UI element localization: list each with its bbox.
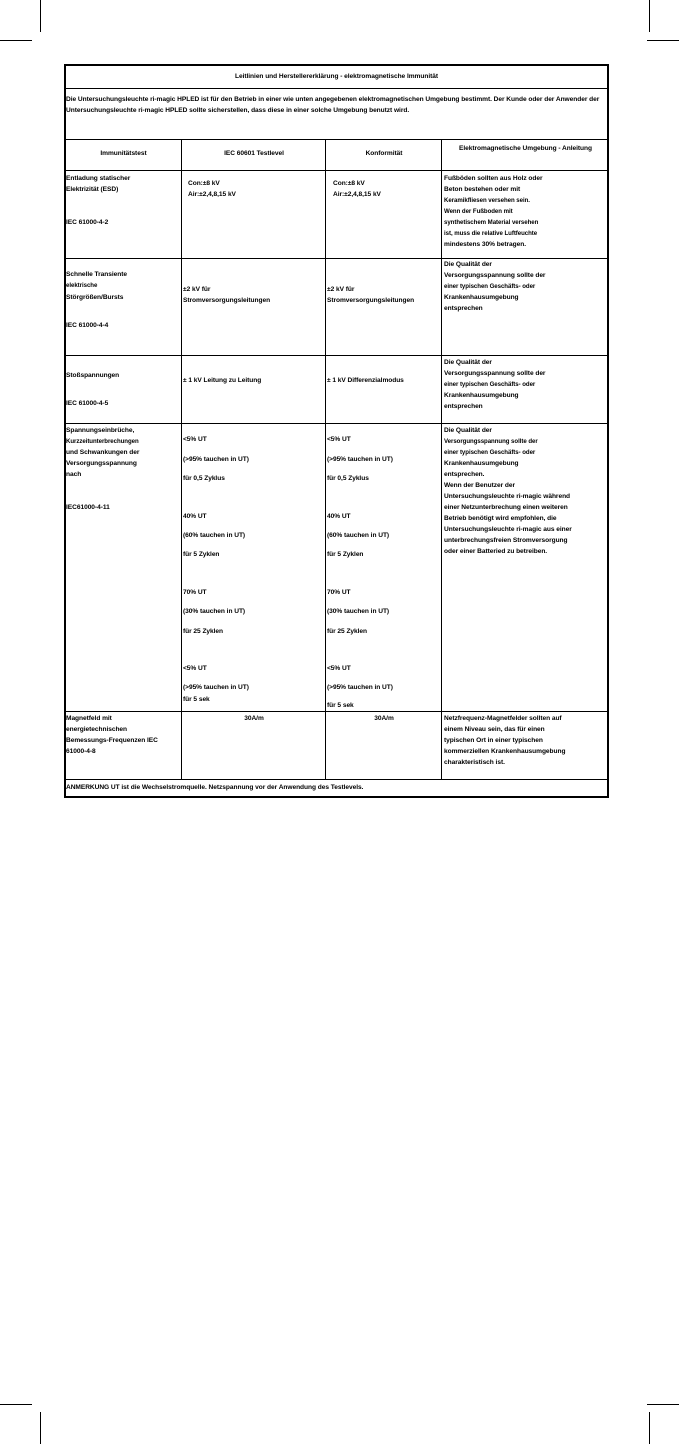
cell-text: entsprechen. bbox=[444, 471, 485, 478]
cell-text: für 0,5 Zyklus bbox=[327, 475, 369, 482]
crop-mark bbox=[40, 0, 41, 32]
cell-text: kommerziellen Krankenhausumgebung bbox=[444, 748, 566, 755]
cell-text: für 25 Zyklen bbox=[327, 628, 368, 635]
cell-text: 61000-4-8 bbox=[66, 748, 96, 755]
cell-text: ± 1 kV Differenzialmodus bbox=[327, 377, 404, 384]
table-row bbox=[66, 424, 607, 712]
cell-text: unterbrechungsfreien Stromversorgung bbox=[444, 537, 568, 544]
cell-text: <5% UT bbox=[183, 665, 207, 672]
cell-text: IEC 61000-4-2 bbox=[66, 219, 109, 226]
table-row bbox=[66, 259, 607, 356]
cell-text: Schnelle Transiente bbox=[66, 271, 127, 278]
cell-text: für 5 sek bbox=[327, 702, 354, 709]
header-environment: Elektromagnetische Umgebung - Anleitung bbox=[459, 145, 592, 152]
cell-text: (>95% tauchen in UT) bbox=[327, 456, 393, 463]
cell-text: Elektrizität (ESD) bbox=[66, 186, 119, 193]
table-note: ANMERKUNG UT ist die Wechselstromquelle. Netzspannung vor der Anwendung des Testlevels. bbox=[66, 784, 364, 791]
cell-text: Versorgungsspannung sollte der bbox=[444, 438, 538, 445]
cell-text: entsprechen bbox=[444, 403, 483, 410]
cell-text: charakteristisch ist. bbox=[444, 759, 505, 766]
cell-text: Versorgungsspannung sollte der bbox=[444, 272, 546, 279]
cell-text: 30A/m bbox=[244, 715, 264, 722]
cell-text: Bemessungs-Frequenzen IEC bbox=[66, 737, 158, 744]
crop-mark bbox=[649, 0, 650, 32]
column-divider bbox=[441, 140, 442, 780]
cell-text: für 25 Zyklen bbox=[183, 628, 224, 635]
cell-text: (60% tauchen in UT) bbox=[327, 532, 390, 539]
cell-text: einem Niveau sein, das für einen bbox=[444, 726, 545, 733]
intro-row bbox=[66, 89, 607, 140]
cell-text: (60% tauchen in UT) bbox=[183, 532, 246, 539]
table-row bbox=[66, 712, 607, 780]
cell-text: Entladung statischer bbox=[66, 175, 131, 182]
crop-mark bbox=[647, 40, 679, 41]
cell-text: und Schwankungen der bbox=[66, 449, 140, 456]
cell-text: (30% tauchen in UT) bbox=[183, 608, 246, 615]
cell-text: Stromversorgungsleitungen bbox=[183, 297, 271, 304]
cell-text: Air:±2,4,8,15 kV bbox=[333, 191, 381, 198]
cell-text: Kurzzeitunterbrechungen bbox=[66, 438, 139, 445]
cell-text: ±2 kV für bbox=[183, 286, 211, 293]
cell-text: Con:±8 kV bbox=[188, 180, 220, 187]
header-row bbox=[66, 140, 607, 171]
cell-text: Wenn der Benutzer der bbox=[444, 482, 516, 489]
cell-text: 70% UT bbox=[183, 589, 207, 596]
cell-text: mindestens 30% betragen. bbox=[444, 241, 526, 248]
cell-text: IEC61000-4-11 bbox=[66, 504, 110, 511]
cell-text: Stoßspannungen bbox=[66, 372, 120, 379]
cell-text: (>95% tauchen in UT) bbox=[183, 684, 249, 691]
cell-text: für 5 Zyklen bbox=[327, 551, 364, 558]
cell-text: (>95% tauchen in UT) bbox=[327, 684, 393, 691]
cell-text: Netzfrequenz-Magnetfelder sollten auf bbox=[444, 715, 562, 722]
title-row bbox=[66, 66, 607, 89]
cell-text: Versorgungsspannung sollte der bbox=[444, 370, 546, 377]
cell-text: Die Qualität der bbox=[444, 427, 492, 434]
cell-text: entsprechen bbox=[444, 305, 483, 312]
cell-text: 40% UT bbox=[327, 513, 351, 520]
cell-text: 70% UT bbox=[327, 589, 351, 596]
header-immunity-test: Immunitätstest bbox=[100, 150, 147, 157]
cell-text: IEC 61000-4-4 bbox=[66, 322, 109, 329]
cell-text: Krankenhausumgebung bbox=[444, 392, 519, 399]
cell-text: ± 1 kV Leitung zu Leitung bbox=[183, 377, 262, 384]
column-divider bbox=[325, 140, 326, 780]
table-title: Leitlinien und Herstellererklärung - elektromagnetische Immunität bbox=[234, 73, 439, 80]
cell-text: oder einer Batteried zu betreiben. bbox=[444, 548, 548, 555]
cell-text: 30A/m bbox=[374, 715, 394, 722]
header-iec-level: IEC 60601 Testlevel bbox=[224, 150, 284, 157]
crop-mark bbox=[649, 1412, 650, 1444]
crop-mark bbox=[40, 1412, 41, 1444]
intro-text: Die Untersuchungsleuchte ri-magic HPLED ist für den Betrieb in einer wie unten angegebenen elektromagnetischen Umgebung bestimmt. Der Kunde oder der Anwender der Untersuchungsleuchte ri-magic HPLED sollte sicherstellen, dass diese in einer solche Umgebung benutzt wird. bbox=[66, 96, 600, 114]
cell-text: Die Qualität der bbox=[444, 359, 492, 366]
cell-text: Versorgungsspannung bbox=[66, 460, 137, 467]
crop-mark bbox=[0, 1404, 32, 1405]
cell-text: Krankenhausumgebung bbox=[444, 460, 519, 467]
cell-text: Betrieb benötigt wird empfohlen, die bbox=[444, 515, 557, 522]
cell-text: nach bbox=[66, 471, 82, 478]
cell-text: typischen Ort in einer typischen bbox=[444, 737, 543, 744]
column-divider bbox=[181, 140, 182, 780]
cell-text: für 0,5 Zyklus bbox=[183, 475, 225, 482]
cell-text: Fußböden sollten aus Holz oder bbox=[444, 175, 543, 182]
table-row bbox=[66, 356, 607, 424]
cell-text: Magnetfeld mit bbox=[66, 715, 112, 722]
cell-text: Con:±8 kV bbox=[333, 180, 365, 187]
cell-text: Untersuchungsleuchte ri-magic aus einer bbox=[444, 526, 572, 533]
cell-text: 40% UT bbox=[183, 513, 207, 520]
header-conformity: Konformität bbox=[365, 150, 403, 157]
cell-text: <5% UT bbox=[327, 436, 351, 443]
cell-text: <5% UT bbox=[327, 665, 351, 672]
cell-text: Wenn der Fußboden mit bbox=[444, 208, 513, 215]
cell-text: einer typischen Geschäfts- oder bbox=[444, 381, 536, 388]
cell-text: synthetischem Material versehen bbox=[444, 219, 539, 226]
cell-text: Spannungseinbrüche, bbox=[66, 427, 135, 434]
note-row bbox=[66, 780, 607, 796]
cell-text: einer Netzunterbrechung einen weiteren bbox=[444, 504, 568, 511]
crop-mark bbox=[647, 1404, 679, 1405]
cell-text: einer typischen Geschäfts- oder bbox=[444, 449, 536, 456]
cell-text: für 5 Zyklen bbox=[183, 551, 220, 558]
emc-immunity-table bbox=[64, 64, 609, 798]
cell-text: ±2 kV für bbox=[327, 286, 355, 293]
crop-mark bbox=[0, 40, 32, 41]
cell-text: Untersuchungsleuchte ri-magic während bbox=[444, 493, 571, 500]
cell-text: (30% tauchen in UT) bbox=[327, 608, 390, 615]
cell-text: einer typischen Geschäfts- oder bbox=[444, 283, 536, 290]
cell-text: Keramikfliesen versehen sein. bbox=[444, 197, 530, 204]
cell-text: Krankenhausumgebung bbox=[444, 294, 519, 301]
cell-text: ist, muss die relative Luftfeuchte bbox=[444, 230, 538, 237]
table-row bbox=[66, 171, 607, 259]
cell-text: für 5 sek bbox=[183, 696, 210, 703]
cell-text: (>95% tauchen in UT) bbox=[183, 456, 249, 463]
cell-text: energietechnischen bbox=[66, 726, 128, 733]
cell-text: <5% UT bbox=[183, 436, 207, 443]
cell-text: Air:±2,4,8,15 kV bbox=[188, 191, 236, 198]
cell-text: elektrische bbox=[66, 282, 98, 289]
cell-text: Beton bestehen oder mit bbox=[444, 186, 521, 193]
cell-text: Störgrößen/Bursts bbox=[66, 294, 124, 301]
cell-text: IEC 61000-4-5 bbox=[66, 400, 109, 407]
cell-text: Stromversorgungsleitungen bbox=[327, 297, 415, 304]
cell-text: Die Qualität der bbox=[444, 261, 492, 268]
